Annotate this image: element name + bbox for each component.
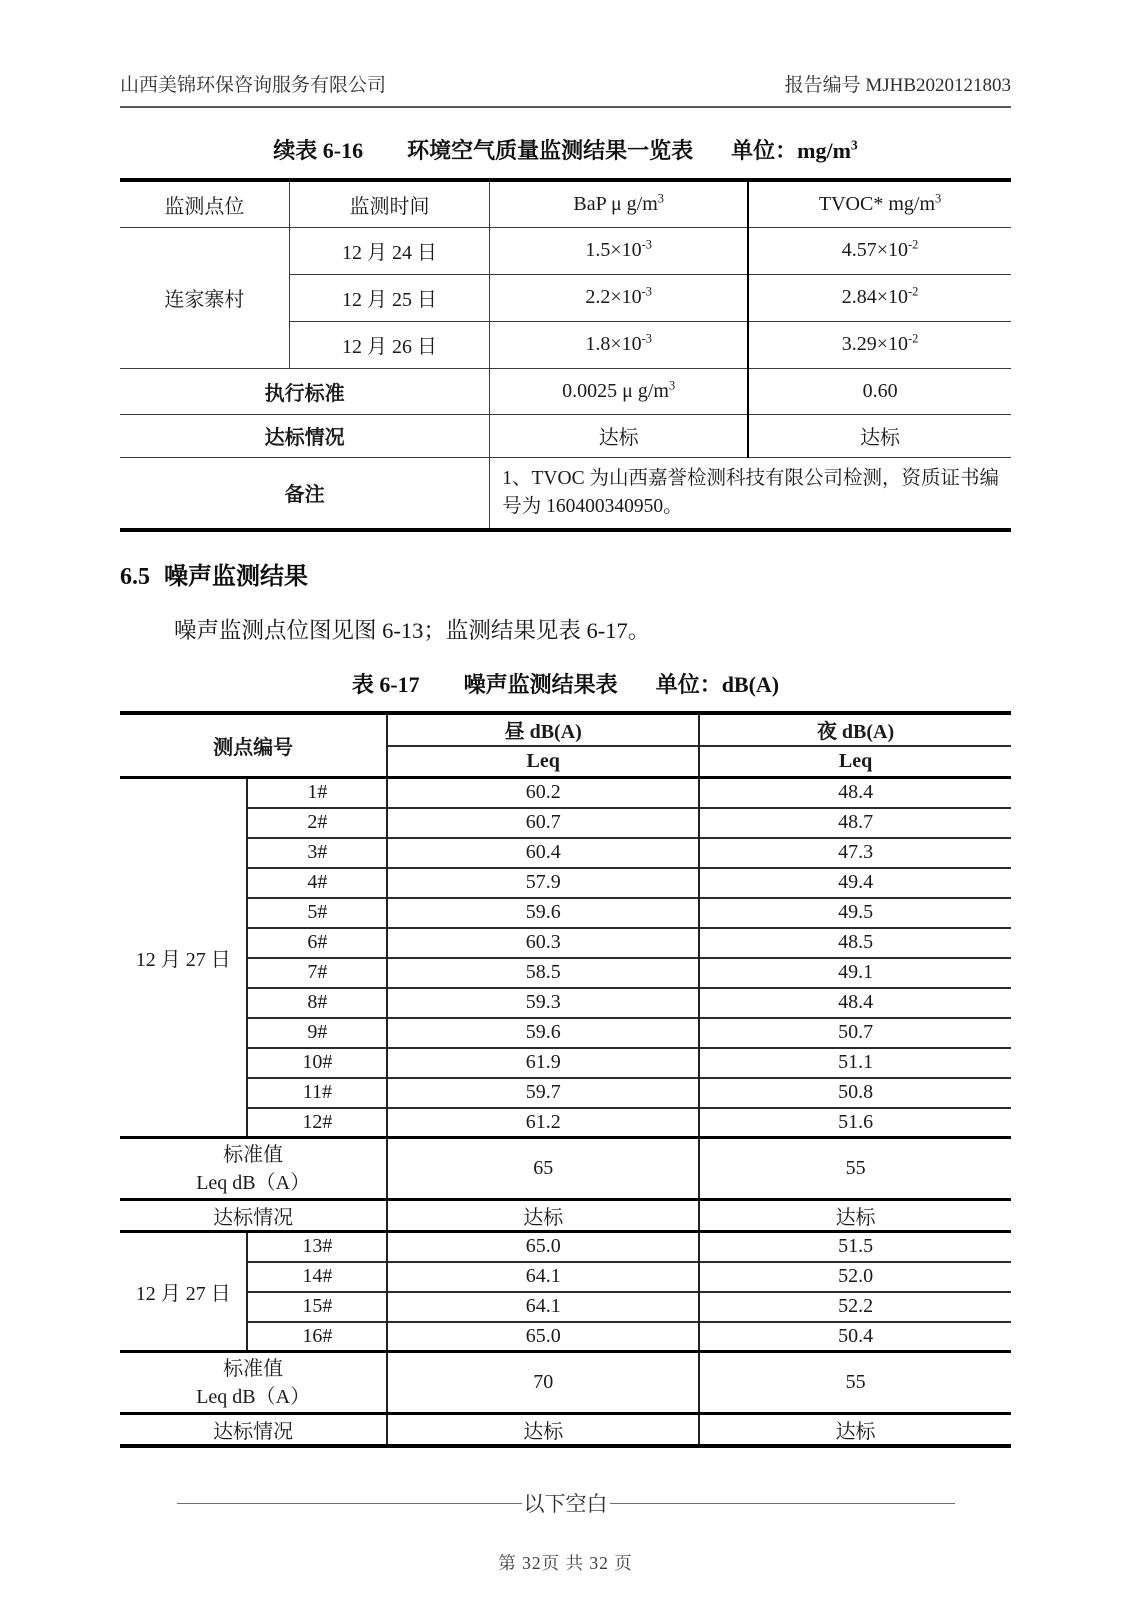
cell-day-value: 61.2 <box>387 1108 699 1138</box>
cell-day-value: 64.1 <box>387 1262 699 1292</box>
air-col-bap: BaP μ $g/m^3$ <box>490 180 748 227</box>
noise-row <box>120 1018 1011 1048</box>
cell-night-value: 50.8 <box>699 1078 1011 1108</box>
bap-value-cell: $2.2\times 10^{-3}$ <box>490 274 748 321</box>
page-header <box>120 70 1011 108</box>
cell-day-value: 65.0 <box>387 1232 699 1262</box>
page-number: 第 32页 共 32 页 <box>498 1553 633 1574</box>
cell-day-value: 64.1 <box>387 1292 699 1322</box>
blank-note-text: 以下空白 <box>523 1492 608 1517</box>
noise-standard-day: 65 <box>387 1138 699 1200</box>
cell-point-id: 3# <box>247 838 387 868</box>
compliance-tvoc-cell: 达标 <box>748 414 1011 457</box>
section-number: 6.5 <box>120 564 150 591</box>
air-table-caption-label: 续表 6-16 <box>273 138 364 163</box>
noise-compliance-label: 达标情况 <box>120 1200 387 1232</box>
cell-day-value: 59.6 <box>387 898 699 928</box>
noise-date-cell: 12 月 27 日 <box>120 778 247 1138</box>
noise-row <box>120 1078 1011 1108</box>
noise-table-caption-name: 噪声监测结果表 <box>463 671 618 697</box>
noise-row <box>120 1322 1011 1352</box>
cell-day-value: 60.7 <box>387 808 699 838</box>
noise-standard-label: 标准值 Leq dB（A） <box>120 1138 387 1200</box>
noise-row <box>120 1232 1011 1262</box>
cell-night-value: 48.5 <box>699 928 1011 958</box>
cell-point-id: 14# <box>247 1262 387 1292</box>
cell-night-value: 49.5 <box>699 898 1011 928</box>
cell-day-value: 59.3 <box>387 988 699 1018</box>
cell-night-value: 52.0 <box>699 1262 1011 1292</box>
cell-night-value: 49.4 <box>699 868 1011 898</box>
cell-day-value: 59.7 <box>387 1078 699 1108</box>
air-standard-row <box>120 368 1011 414</box>
compliance-bap-cell: 达标 <box>490 414 748 457</box>
cell-day-value: 60.3 <box>387 928 699 958</box>
cell-night-value: 51.1 <box>699 1048 1011 1078</box>
compliance-label: 达标情况 <box>120 414 490 457</box>
cell-point-id: 9# <box>247 1018 387 1048</box>
tvoc-value-cell: $3.29\times 10^{-2}$ <box>748 321 1011 368</box>
noise-compliance-day: 达标 <box>387 1200 699 1232</box>
noise-standard-night: 55 <box>699 1138 1011 1200</box>
cell-night-value: 49.1 <box>699 958 1011 988</box>
cell-day-value: 60.4 <box>387 838 699 868</box>
noise-standard-row <box>120 1352 1011 1414</box>
date-cell: 12 月 26 日 <box>289 321 489 368</box>
noise-table-caption-label: 表 6-17 <box>351 671 420 697</box>
noise-standard-label: 标准值 Leq dB（A） <box>120 1352 387 1414</box>
cell-point-id: 2# <box>247 808 387 838</box>
noise-compliance-row <box>120 1414 1011 1447</box>
noise-header-row-1 <box>120 713 1011 746</box>
noise-compliance-night: 达标 <box>699 1200 1011 1232</box>
site-name-cell: 连家寨村 <box>120 227 289 368</box>
air-col-site: 监测点位 <box>164 195 245 218</box>
cell-point-id: 1# <box>247 778 387 808</box>
air-table-caption <box>120 134 1011 165</box>
cell-night-value: 48.4 <box>699 988 1011 1018</box>
air-quality-table <box>120 178 1011 532</box>
noise-row <box>120 1262 1011 1292</box>
noise-row <box>120 838 1011 868</box>
cell-day-value: 57.9 <box>387 868 699 898</box>
body-paragraph: 噪声监测点位图见图 6-13；监测结果见表 6-17。 <box>174 618 651 644</box>
section-heading <box>120 556 1011 591</box>
tvoc-value-cell: $4.57\times 10^{-2}$ <box>748 227 1011 274</box>
cell-day-value: 58.5 <box>387 958 699 988</box>
noise-row <box>120 958 1011 988</box>
remark-text: 1、TVOC 为山西嘉誉检测科技有限公司检测，资质证书编号为 160400340950。 <box>490 457 1011 530</box>
noise-col-night-leq: Leq <box>699 746 1011 778</box>
noise-standard-row <box>120 1138 1011 1200</box>
cell-night-value: 48.4 <box>699 778 1011 808</box>
cell-day-value: 65.0 <box>387 1322 699 1352</box>
noise-col-day-leq: Leq <box>387 746 699 778</box>
air-compliance-row <box>120 414 1011 457</box>
noise-row <box>120 898 1011 928</box>
cell-point-id: 8# <box>247 988 387 1018</box>
air-table-caption-name: 环境空气质量监测结果一览表 <box>407 138 694 163</box>
cell-night-value: 51.5 <box>699 1232 1011 1262</box>
standard-tvoc-cell: 0.60 <box>748 368 1011 414</box>
air-remark-row <box>120 457 1011 530</box>
noise-row <box>120 1108 1011 1138</box>
standard-label: 执行标准 <box>120 368 490 414</box>
cell-point-id: 6# <box>247 928 387 958</box>
cell-night-value: 52.2 <box>699 1292 1011 1322</box>
noise-table-caption-unit: 单位：dB(A) <box>655 671 780 697</box>
cell-day-value: 61.9 <box>387 1048 699 1078</box>
bap-value-cell: $1.5\times 10^{-3}$ <box>490 227 748 274</box>
noise-date-cell: 12 月 27 日 <box>120 1232 247 1352</box>
cell-point-id: 7# <box>247 958 387 988</box>
report-number: 报告编号 MJHB2020121803 <box>784 75 1011 96</box>
remark-label: 备注 <box>120 457 490 530</box>
air-header-row <box>120 180 1011 227</box>
noise-table-caption <box>120 668 1011 699</box>
noise-row <box>120 928 1011 958</box>
cell-night-value: 50.4 <box>699 1322 1011 1352</box>
date-cell: 12 月 25 日 <box>289 274 489 321</box>
cell-point-id: 12# <box>247 1108 387 1138</box>
noise-row <box>120 1048 1011 1078</box>
noise-row <box>120 868 1011 898</box>
cell-day-value: 60.2 <box>387 778 699 808</box>
cell-night-value: 51.6 <box>699 1108 1011 1138</box>
noise-row <box>120 1292 1011 1322</box>
noise-standard-night: 55 <box>699 1352 1011 1414</box>
cell-night-value: 48.7 <box>699 808 1011 838</box>
noise-col-day: 昼 dB(A) <box>387 713 699 746</box>
section-title: 噪声监测结果 <box>164 564 308 591</box>
air-col-tvoc: TVOC* $mg/m^3$ <box>748 180 1011 227</box>
left-rule <box>177 1503 522 1504</box>
noise-col-night: 夜 dB(A) <box>699 713 1011 746</box>
cell-point-id: 10# <box>247 1048 387 1078</box>
company-name: 山西美锦环保咨询服务有限公司 <box>120 75 387 96</box>
cell-point-id: 5# <box>247 898 387 928</box>
noise-compliance-night: 达标 <box>699 1414 1011 1447</box>
date-cell: 12 月 24 日 <box>289 227 489 274</box>
noise-row <box>120 778 1011 808</box>
cell-night-value: 47.3 <box>699 838 1011 868</box>
bap-value-cell: $1.8\times 10^{-3}$ <box>490 321 748 368</box>
noise-compliance-label: 达标情况 <box>120 1414 387 1447</box>
air-col-time: 监测时间 <box>289 180 489 227</box>
right-rule <box>610 1503 955 1504</box>
cell-point-id: 11# <box>247 1078 387 1108</box>
noise-row <box>120 808 1011 838</box>
cell-point-id: 15# <box>247 1292 387 1322</box>
air-data-row <box>120 227 1011 274</box>
cell-point-id: 13# <box>247 1232 387 1262</box>
cell-point-id: 16# <box>247 1322 387 1352</box>
blank-below-note <box>120 1488 1011 1518</box>
noise-compliance-day: 达标 <box>387 1414 699 1447</box>
noise-compliance-row <box>120 1200 1011 1232</box>
noise-table <box>120 711 1011 1449</box>
standard-bap-cell: 0.0025 μ $g/m^3$ <box>490 368 748 414</box>
noise-row <box>120 988 1011 1018</box>
cell-night-value: 50.7 <box>699 1018 1011 1048</box>
cell-point-id: 4# <box>247 868 387 898</box>
cell-day-value: 59.6 <box>387 1018 699 1048</box>
tvoc-value-cell: $2.84\times 10^{-2}$ <box>748 274 1011 321</box>
noise-col-point-id: 测点编号 <box>213 736 294 759</box>
noise-standard-day: 70 <box>387 1352 699 1414</box>
air-table-caption-unit: 单位：$mg/m^3$ <box>731 137 858 163</box>
